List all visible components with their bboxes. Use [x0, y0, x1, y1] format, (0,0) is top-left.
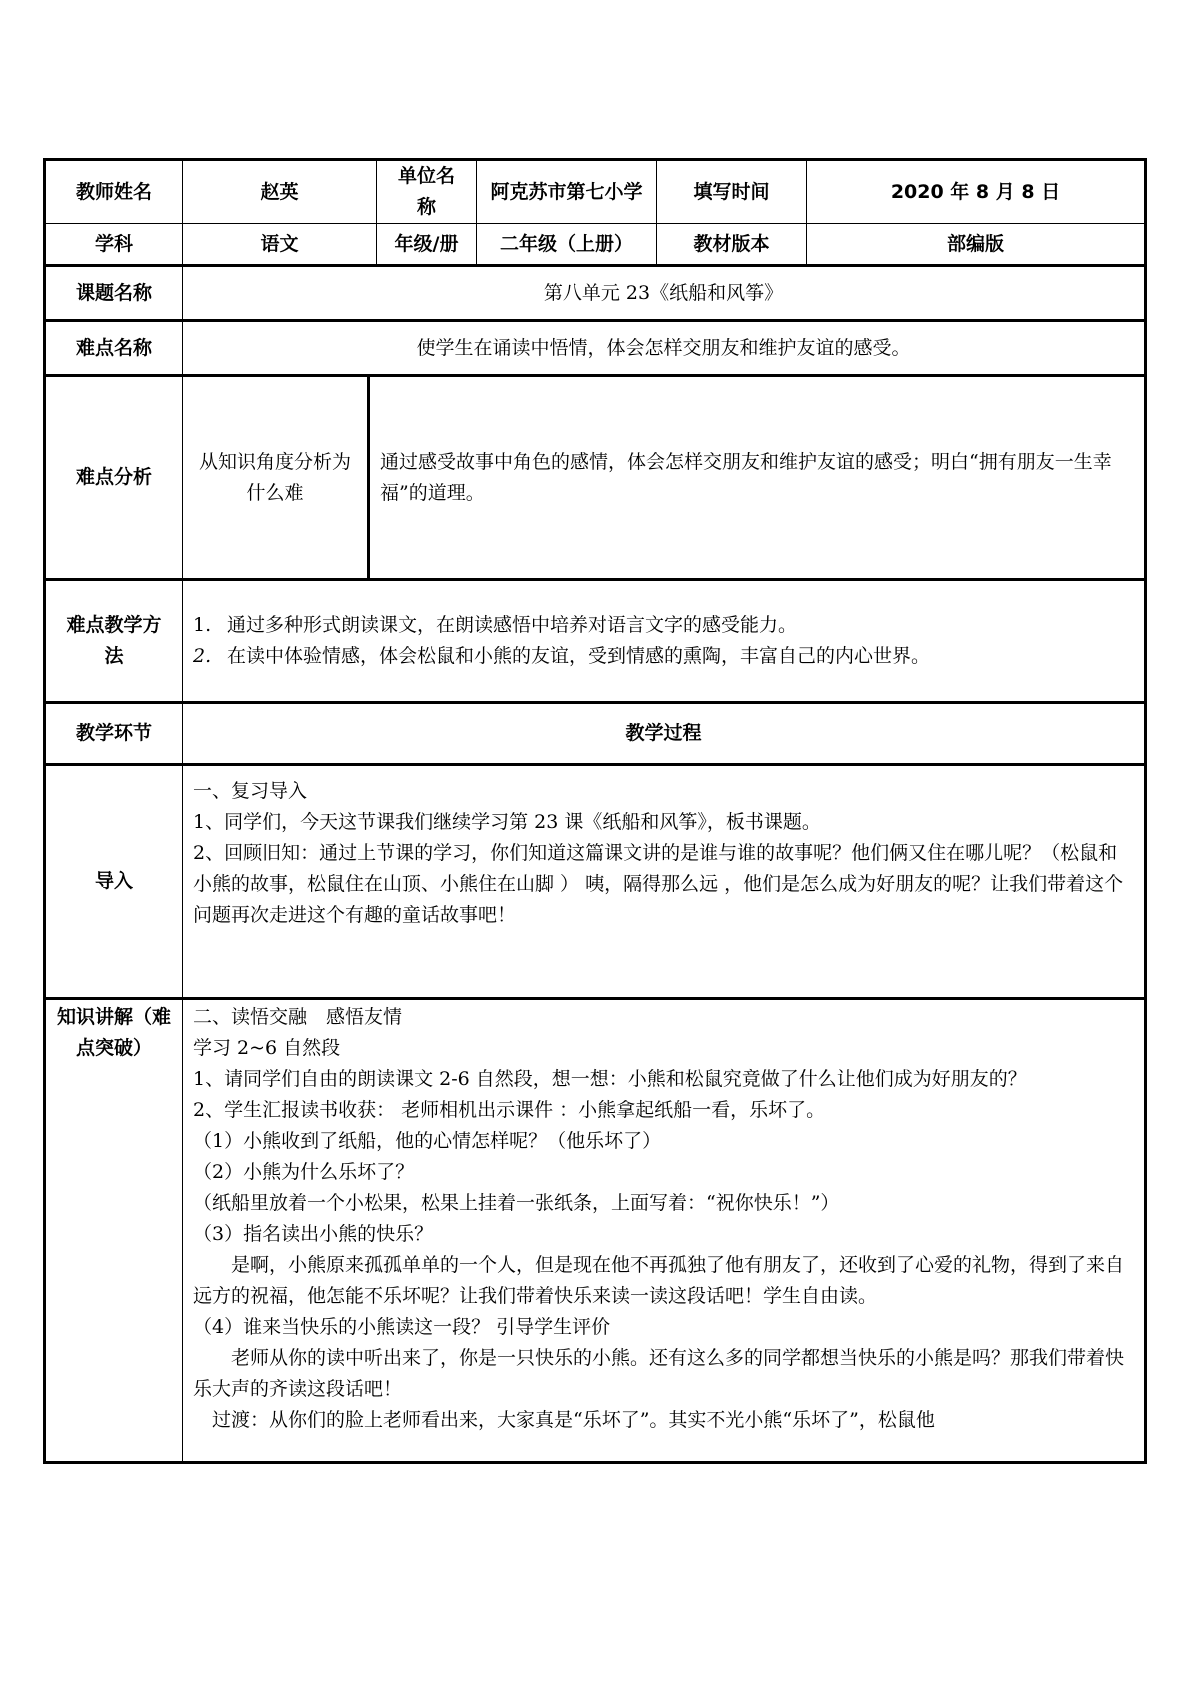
difficulty-analysis-row	[45, 376, 1146, 580]
difficulty-analysis-value: 通过感受故事中角色的感情，体会怎样交朋友和维护友谊的感受；明白“拥有朋友一生幸福”的道理。	[369, 376, 1146, 580]
teaching-method-row	[45, 580, 1146, 703]
teaching-method-item-text: 通过多种形式朗读课文，在朗读感悟中培养对语言文字的感受能力。	[227, 614, 798, 636]
knowledge-line: 2、学生汇报读书收获： 老师相机出示课件 ：小熊拿起纸船一看，乐坏了。	[193, 1099, 826, 1121]
difficulty-name-label: 难点名称	[45, 321, 183, 376]
teaching-method-list	[193, 610, 1134, 672]
intro-label: 导入	[45, 765, 183, 999]
difficulty-name-value: 使学生在诵读中悟情，体会怎样交朋友和维护友谊的感受。	[183, 321, 1146, 376]
fill-time-label: 填写时间	[657, 160, 807, 224]
grade-value: 二年级（上册）	[477, 224, 657, 266]
fill-time-value: 2020 年 8 月 8 日	[807, 160, 1146, 224]
teaching-method-item-text: 在读中体验情感，体会松鼠和小熊的友谊，受到情感的熏陶，丰富自己的内心世界。	[227, 645, 931, 667]
process-header-row	[45, 703, 1146, 765]
intro-row	[45, 765, 1146, 999]
teaching-method-item	[193, 610, 1134, 641]
teacher-name-label: 教师姓名	[45, 160, 183, 224]
subject-label: 学科	[45, 224, 183, 266]
difficulty-analysis-sublabel: 从知识角度分析为什么难	[183, 376, 369, 580]
lesson-title-label: 课题名称	[45, 266, 183, 321]
intro-content	[183, 765, 1146, 999]
process-header-label: 教学环节	[45, 703, 183, 765]
subject-row	[45, 224, 1146, 266]
knowledge-line: 学习 2~6 自然段	[193, 1037, 341, 1059]
teaching-method-item-number: 2.	[193, 645, 212, 667]
knowledge-line: 老师从你的读中听出来了，你是一只快乐的小熊。还有这么多的同学都想当快乐的小熊是吗？那我们带着快乐大声的齐读这段话吧！	[193, 1347, 1125, 1400]
difficulty-analysis-label: 难点分析	[45, 376, 183, 580]
knowledge-line: 二、读悟交融 感悟友情	[193, 1006, 403, 1028]
intro-line: 1、同学们，今天这节课我们继续学习第 23 课《纸船和风筝》，板书课题。	[193, 811, 821, 833]
knowledge-line: （4）谁来当快乐的小熊读这一段？ 引导学生评价	[193, 1316, 611, 1338]
difficulty-name-row	[45, 321, 1146, 376]
intro-line: 2、回顾旧知：通过上节课的学习，你们知道这篇课文讲的是谁与谁的故事呢？他们俩又住在哪儿呢？（松鼠和小熊的故事，松鼠住在山顶、小熊住在山脚 ） 咦，隔得那么远 ，他们是怎么成为好朋友的呢？让我们带着这个问题再次走进这个有趣的童话故事吧！	[193, 842, 1124, 926]
knowledge-line: 是啊，小熊原来孤孤单单的一个人，但是现在他不再孤独了他有朋友了，还收到了心爱的礼物，得到了来自远方的祝福，他怎能不乐坏呢？让我们带着快乐来读一读这段话吧！学生自由读。	[193, 1254, 1125, 1307]
knowledge-line: （1）小熊收到了纸船，他的心情怎样呢？（他乐坏了）	[193, 1130, 662, 1152]
knowledge-label: 知识讲解（难点突破）	[45, 999, 183, 1463]
teaching-method-item	[193, 641, 1134, 672]
subject-value: 语文	[183, 224, 377, 266]
knowledge-line: （纸船里放着一个小松果，松果上挂着一张纸条，上面写着：“祝你快乐！”）	[193, 1192, 840, 1214]
knowledge-line: （3）指名读出小熊的快乐？	[193, 1223, 434, 1245]
knowledge-line: （2）小熊为什么乐坏了？	[193, 1161, 415, 1183]
teacher-name-value: 赵英	[183, 160, 377, 224]
header-row	[45, 160, 1146, 224]
process-header-value: 教学过程	[183, 703, 1146, 765]
knowledge-line: 过渡：从你们的脸上老师看出来，大家真是“乐坏了”。其实不光小熊“乐坏了”，松鼠他	[212, 1409, 935, 1431]
knowledge-line: 1、请同学们自由的朗读课文 2-6 自然段，想一想：小熊和松鼠究竟做了什么让他们成为好朋友的？	[193, 1068, 1027, 1090]
edition-label: 教材版本	[657, 224, 807, 266]
lesson-title-row	[45, 266, 1146, 321]
edition-value: 部编版	[807, 224, 1146, 266]
teaching-method-label: 难点教学方法	[45, 580, 183, 703]
grade-label: 年级/册	[377, 224, 477, 266]
lesson-title-value: 第八单元 23《纸船和风筝》	[183, 266, 1146, 321]
intro-line: 一、复习导入	[193, 780, 308, 802]
unit-name-value: 阿克苏市第七小学	[477, 160, 657, 224]
knowledge-row	[45, 999, 1146, 1463]
teaching-method-content	[183, 580, 1146, 703]
unit-name-label: 单位名称	[377, 160, 477, 224]
knowledge-content	[183, 999, 1146, 1463]
teaching-method-item-number: 1.	[193, 614, 212, 636]
lesson-plan-table	[43, 158, 1147, 1464]
